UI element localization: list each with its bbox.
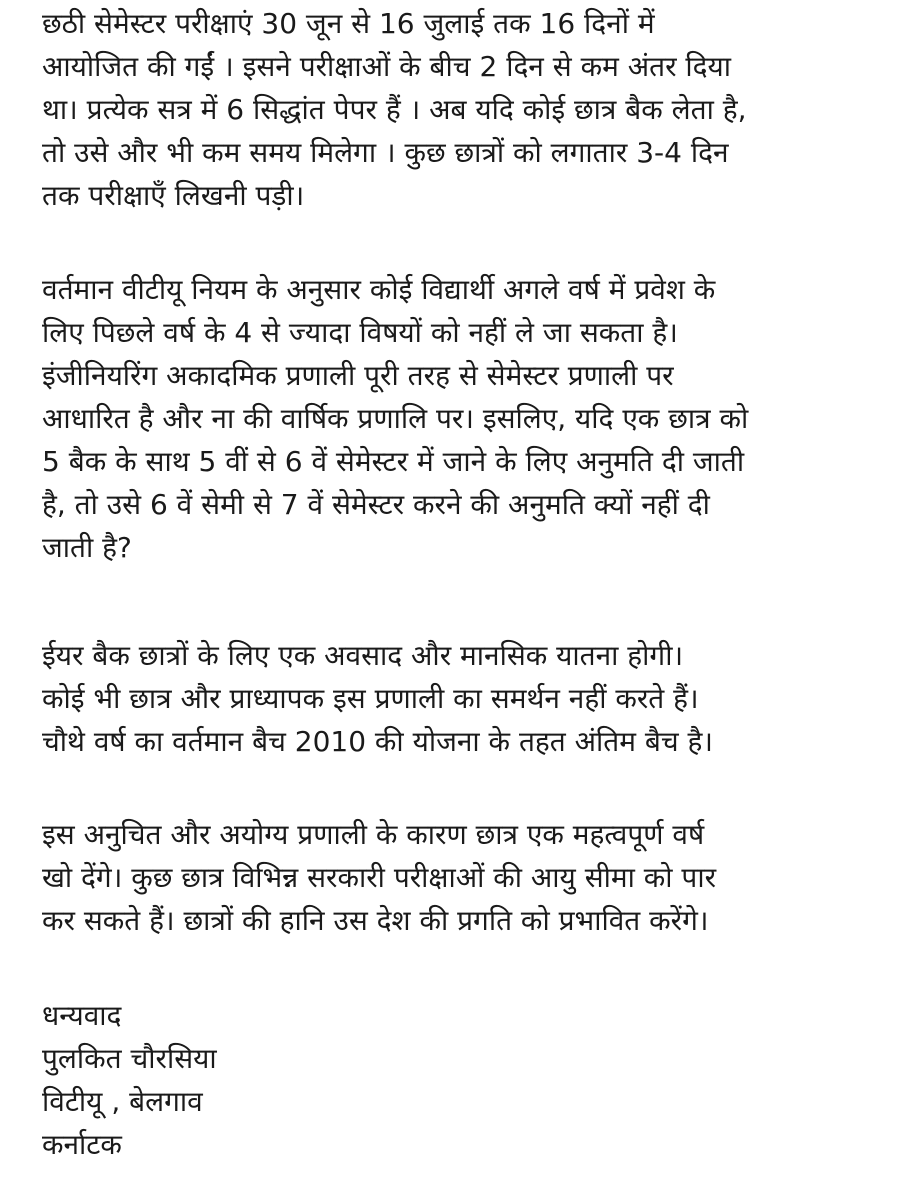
text-line: जाती है? [42,531,132,564]
signature-block [42,994,217,1166]
text-line: लिए पिछले वर्ष के 4 से ज्यादा विषयों को नहीं ले जा सकता है। [42,316,678,349]
signature-name: पुलकित चौरसिया [42,1042,217,1075]
text-line: कोई भी छात्र और प्राध्यापक इस प्रणाली का समर्थन नहीं करते हैं। [42,682,699,715]
text-line: है, तो उसे 6 वें सेमी से 7 वें सेमेस्टर करने की अनुमति क्यों नहीं दी [42,488,710,521]
text-line: चौथे वर्ष का वर्तमान बैच 2010 की योजना के तहत अंतिम बैच है। [42,725,714,758]
text-line: खो देंगे। कुछ छात्र विभिन्न सरकारी परीक्षाओं की आयु सीमा को पार [42,861,717,894]
text-line: छठी सेमेस्टर परीक्षाएं 30 जून से 16 जुलाई तक 16 दिनों में [42,7,655,40]
text-line: आयोजित की गईं । इसने परीक्षाओं के बीच 2 दिन से कम अंतर दिया [42,50,732,83]
paragraph-year-back [42,634,713,763]
signature-state: कर्नाटक [42,1128,122,1161]
paragraph-exam-schedule [42,2,747,217]
text-line: तो उसे और भी कम समय मिलेगा । कुछ छात्रों को लगातार 3-4 दिन [42,136,729,169]
text-line: ईयर बैक छात्रों के लिए एक अवसाद और मानसिक यातना होगी। [42,639,684,672]
text-line: वर्तमान वीटीयू नियम के अनुसार कोई विद्यार्थी अगले वर्ष में प्रवेश के [42,273,716,306]
signature-closing: धन्यवाद [42,999,122,1032]
paragraph-vtu-rule [42,268,748,569]
text-line: तक परीक्षाएँ लिखनी पड़ी। [42,179,305,212]
paragraph-consequences [42,813,716,942]
signature-institution: विटीयू , बेलगाव [42,1085,203,1118]
text-line: था। प्रत्येक सत्र में 6 सिद्धांत पेपर हैं । अब यदि कोई छात्र बैक लेता है, [42,93,747,126]
text-line: आधारित है और ना की वार्षिक प्रणालि पर। इसलिए, यदि एक छात्र को [42,402,749,435]
text-line: इंजीनियरिंग अकादमिक प्रणाली पूरी तरह से सेमेस्टर प्रणाली पर [42,359,674,392]
text-line: इस अनुचित और अयोग्य प्रणाली के कारण छात्र एक महत्वपूर्ण वर्ष [42,818,705,851]
text-line: 5 बैक के साथ 5 वीं से 6 वें सेमेस्टर में जाने के लिए अनुमति दी जाती [42,445,745,478]
text-line: कर सकते हैं। छात्रों की हानि उस देश की प्रगति को प्रभावित करेंगे। [42,904,709,937]
